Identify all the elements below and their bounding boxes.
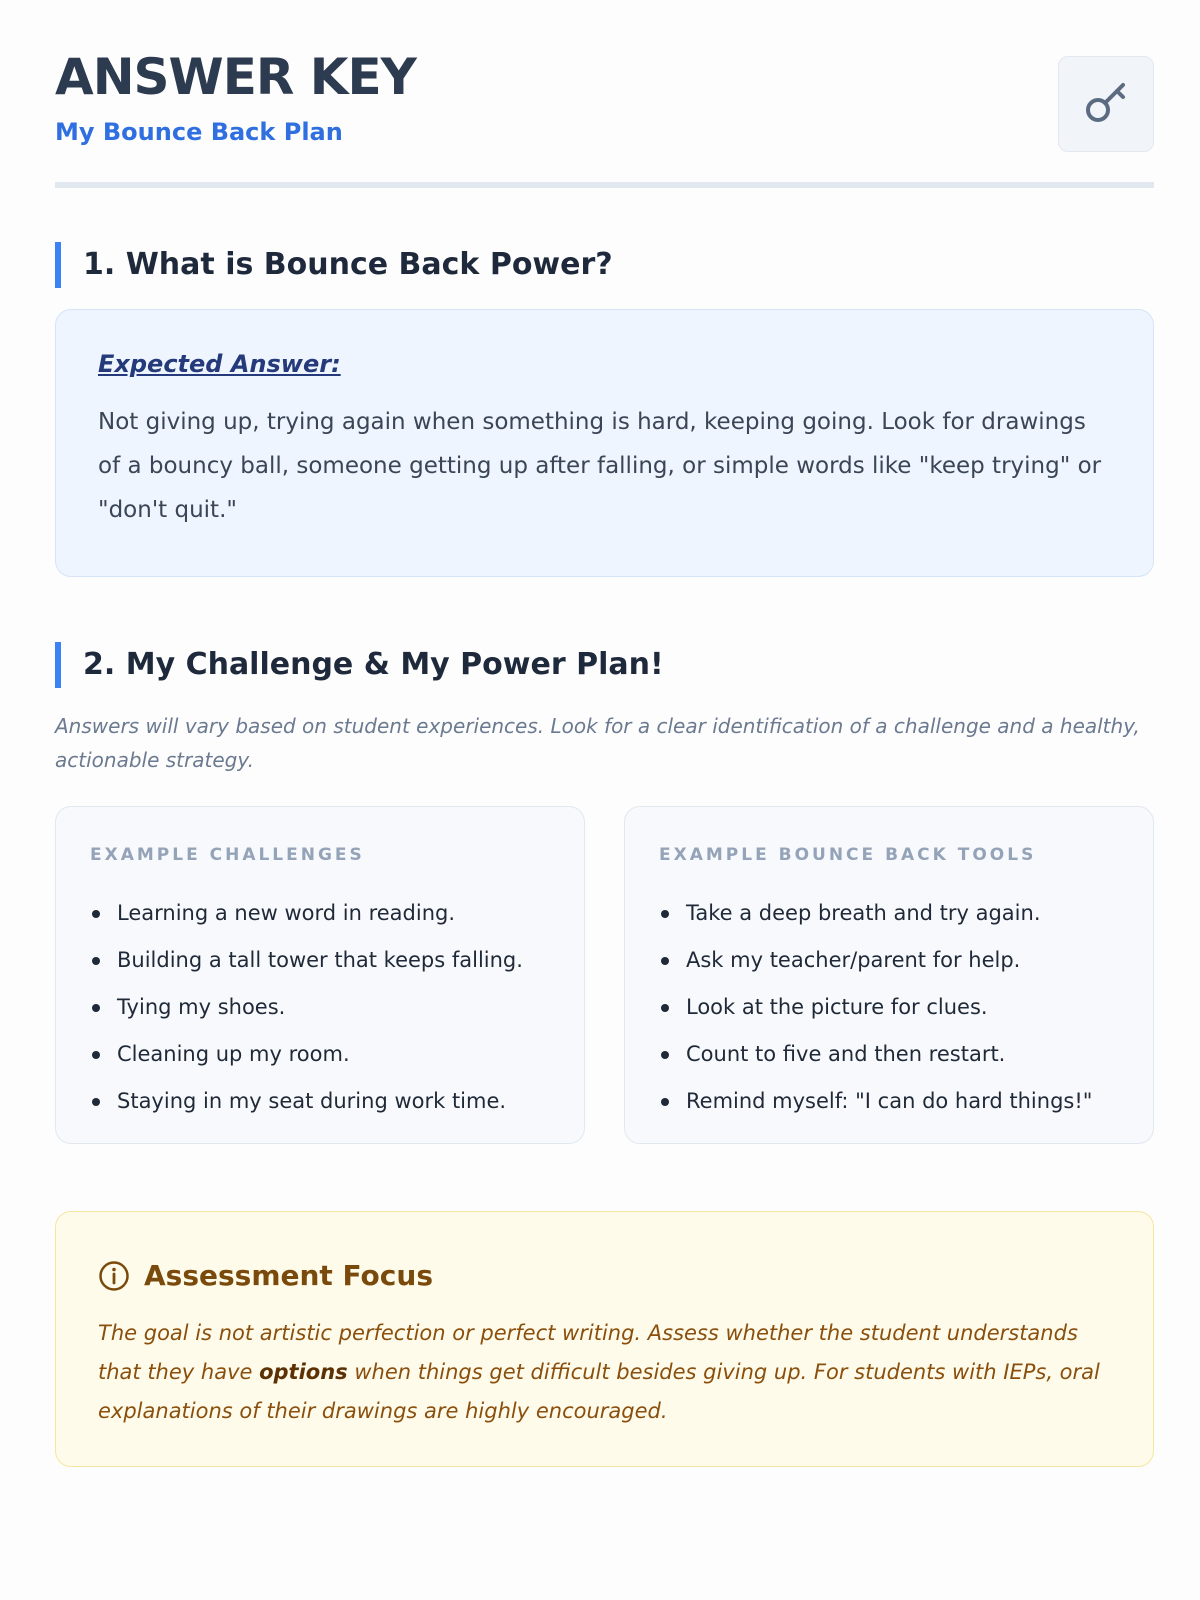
assessment-focus-box xyxy=(55,1211,1154,1467)
header xyxy=(55,0,1154,188)
expected-answer-box xyxy=(55,309,1154,577)
page-subtitle: My Bounce Back Plan xyxy=(55,118,343,146)
assessment-focus-text xyxy=(98,1314,1113,1431)
example-challenges-card xyxy=(55,806,585,1144)
list-item: Staying in my seat during work time. xyxy=(90,1078,554,1125)
answer-key-page xyxy=(55,0,1154,1423)
example-tools-card xyxy=(624,806,1154,1144)
example-challenges-list xyxy=(90,890,554,1125)
list-item: Remind myself: "I can do hard things!" xyxy=(659,1078,1123,1125)
list-item: Building a tall tower that keeps falling. xyxy=(90,937,554,984)
assessment-focus-title: Assessment Focus xyxy=(144,1259,433,1292)
list-item: Count to five and then restart. xyxy=(659,1031,1123,1078)
info-icon xyxy=(98,1260,130,1292)
list-item: Look at the picture for clues. xyxy=(659,984,1123,1031)
list-item: Ask my teacher/parent for help. xyxy=(659,937,1123,984)
example-challenges-title: EXAMPLE CHALLENGES xyxy=(90,845,365,865)
focus-text-part: The goal is not artistic perfection or perfect writing. Assess whether the student understands that they have xyxy=(98,1321,1078,1384)
assessment-focus-header xyxy=(98,1260,1113,1292)
focus-text-part: when things get difficult besides giving up. For students with IEPs, oral explanations of their drawings are highly encouraged. xyxy=(98,1360,1100,1423)
list-item: Tying my shoes. xyxy=(90,984,554,1031)
section-1-heading: 1. What is Bounce Back Power? xyxy=(55,242,613,288)
example-tools-title: EXAMPLE BOUNCE BACK TOOLS xyxy=(659,845,1037,865)
expected-answer-label: Expected Answer: xyxy=(98,350,341,378)
section-2-heading: 2. My Challenge & My Power Plan! xyxy=(55,642,664,688)
key-icon xyxy=(1081,79,1131,129)
list-item: Cleaning up my room. xyxy=(90,1031,554,1078)
list-item: Take a deep breath and try again. xyxy=(659,890,1123,937)
expected-answer-text: Not giving up, trying again when something is hard, keeping going. Look for drawings of a bouncy ball, someone getting up after falling, or simple words like "keep trying" or "don't quit." xyxy=(98,409,1102,523)
page-title: ANSWER KEY xyxy=(55,48,416,106)
list-item: Learning a new word in reading. xyxy=(90,890,554,937)
example-tools-list xyxy=(659,890,1123,1125)
key-icon-box xyxy=(1058,56,1154,152)
focus-text-emphasis: options xyxy=(259,1360,348,1384)
section-2-note: Answers will vary based on student experiences. Look for a clear identification of a challenge and a healthy, actionable strategy. xyxy=(55,714,1140,772)
